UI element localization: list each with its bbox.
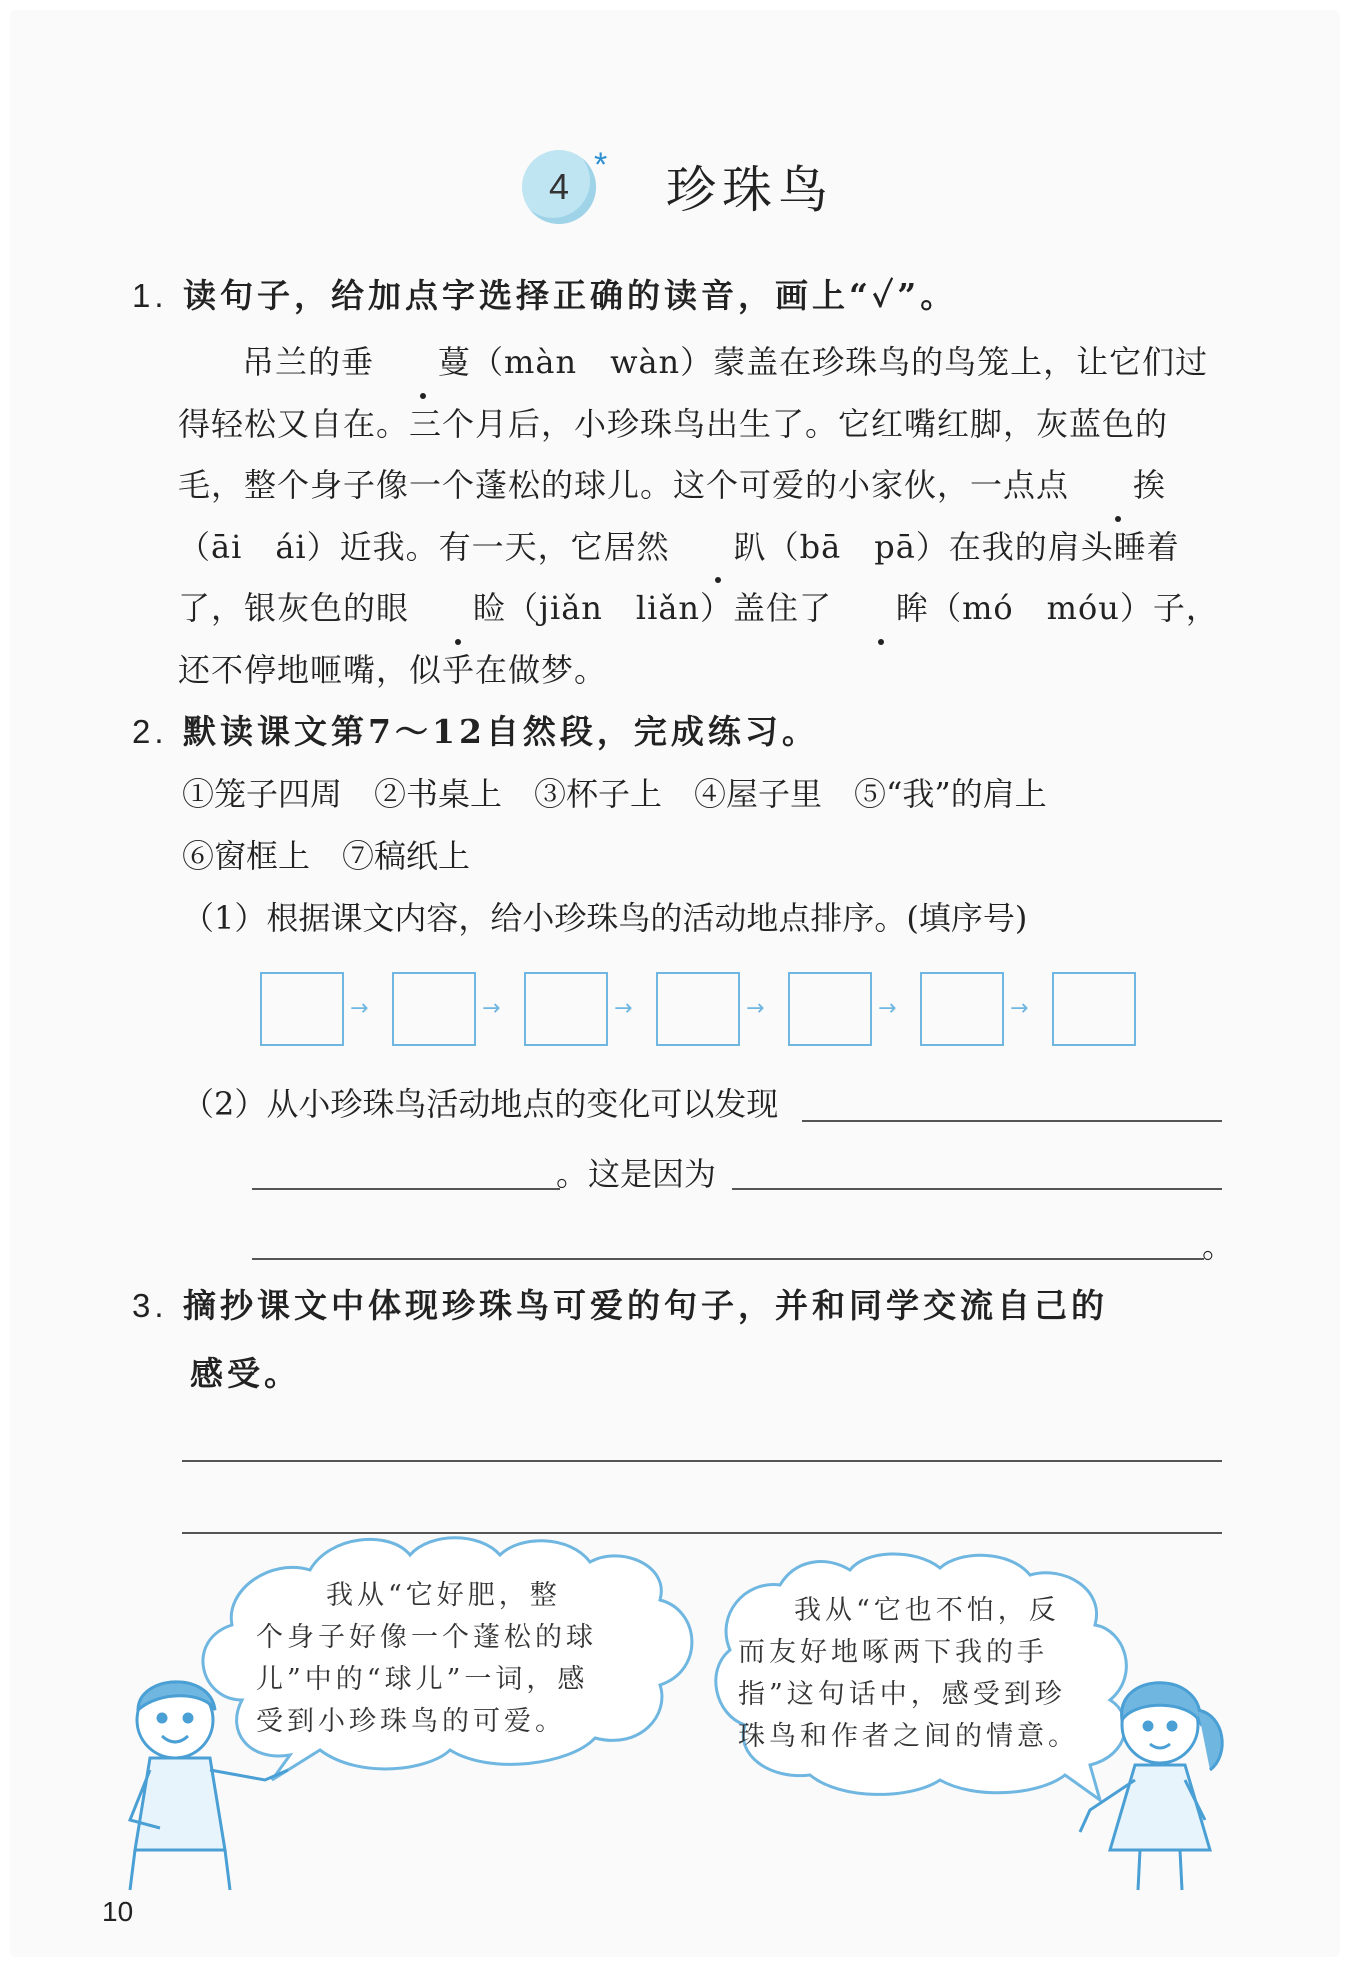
arrow-right-icon: → — [1010, 996, 1029, 1021]
paragraph-text: （màn wàn）蒙盖在珍珠鸟的鸟笼上，让它们过得轻松又自在。三个月后，小珍珠鸟出生了。它红嘴红脚，灰蓝色的毛，整个身子像一个蓬松的球儿。这个可爱的小家伙，一点点 — [178, 343, 1209, 504]
q2-sub1: （1）根据课文内容，给小珍珠鸟的活动地点排序。(填序号) — [182, 899, 1028, 937]
illustration-layer — [10, 10, 1340, 1957]
q2-end-period: 。 — [1202, 1227, 1235, 1265]
girl-speech-line: 而友好地啄两下我的手 — [738, 1637, 1048, 1668]
q2-number: 2. — [132, 713, 168, 750]
dotted-char-mou: 眸 — [832, 578, 929, 640]
q2-instruction: 默读课文第7～12自然段，完成练习。 — [183, 712, 819, 751]
q1-instruction: 读句子，给加点字选择正确的读音，画上“✓”。 — [183, 276, 958, 315]
paragraph-text: （āi ái）近我。有一天，它居然 — [178, 527, 670, 566]
arrow-right-icon: → — [746, 996, 765, 1021]
arrow-right-icon: → — [614, 996, 633, 1021]
girl-speech-line: 我从“它也不怕，反 — [794, 1595, 1060, 1626]
boy-speech-line: 受到小珍珠鸟的可爱。 — [256, 1706, 566, 1737]
arrow-right-icon: → — [482, 996, 501, 1021]
q3-number: 3. — [132, 1287, 168, 1324]
arrow-right-icon: → — [878, 996, 897, 1021]
dotted-char-pa: 趴 — [670, 517, 767, 579]
paragraph-text: （jiǎn liǎn）盖住了 — [506, 589, 833, 627]
optional-lesson-star: * — [594, 146, 608, 184]
lesson-title: 珍珠鸟 — [666, 161, 834, 219]
q2-sub2: （2）从小珍珠鸟活动地点的变化可以发现 — [182, 1085, 779, 1123]
q1-number: 1. — [132, 277, 168, 314]
q2-options-line2: ⑥窗框上 ⑦稿纸上 — [182, 837, 471, 875]
dotted-char-man: 蔓 — [374, 332, 471, 394]
girl-speech — [738, 1590, 1079, 1758]
boy-speech-line: 我从“它好肥，整 — [326, 1580, 561, 1611]
page-number: 10 — [102, 1896, 134, 1927]
paragraph-text: 吊兰的垂 — [242, 343, 375, 381]
workbook-page — [10, 10, 1340, 1957]
girl-speech-line: 珠鸟和作者之间的情意。 — [738, 1721, 1079, 1752]
dotted-char-ai: 挨 — [1069, 455, 1166, 517]
arrow-right-icon: → — [350, 996, 369, 1021]
q3-instruction: 摘抄课文中体现珍珠鸟可爱的句子，并和同学交流自己的 — [183, 1286, 1109, 1325]
dotted-char-jian: 睑 — [409, 578, 506, 640]
paragraph-text: （mó móu）子，还不停地咂嘴，似乎在做梦。 — [178, 589, 1219, 689]
boy-speech-line: 儿”中的“球儿”一词，感 — [256, 1664, 589, 1695]
girl-speech-line: 指”这句话中，感受到珍 — [738, 1679, 1066, 1710]
lesson-number-badge: 4 — [522, 150, 596, 224]
q3-instruction-cont: 感受。 — [190, 1354, 301, 1393]
q2-options-line1: ①笼子四周 ②书桌上 ③杯子上 ④屋子里 ⑤“我”的肩上 — [182, 775, 1047, 813]
paragraph-text: （bā pā）在我的肩头睡着了，银灰色的眼 — [178, 527, 1180, 627]
boy-speech-line: 个身子好像一个蓬松的球 — [256, 1622, 597, 1653]
boy-speech — [256, 1575, 597, 1743]
q2-because: 。这是因为 — [556, 1155, 717, 1193]
